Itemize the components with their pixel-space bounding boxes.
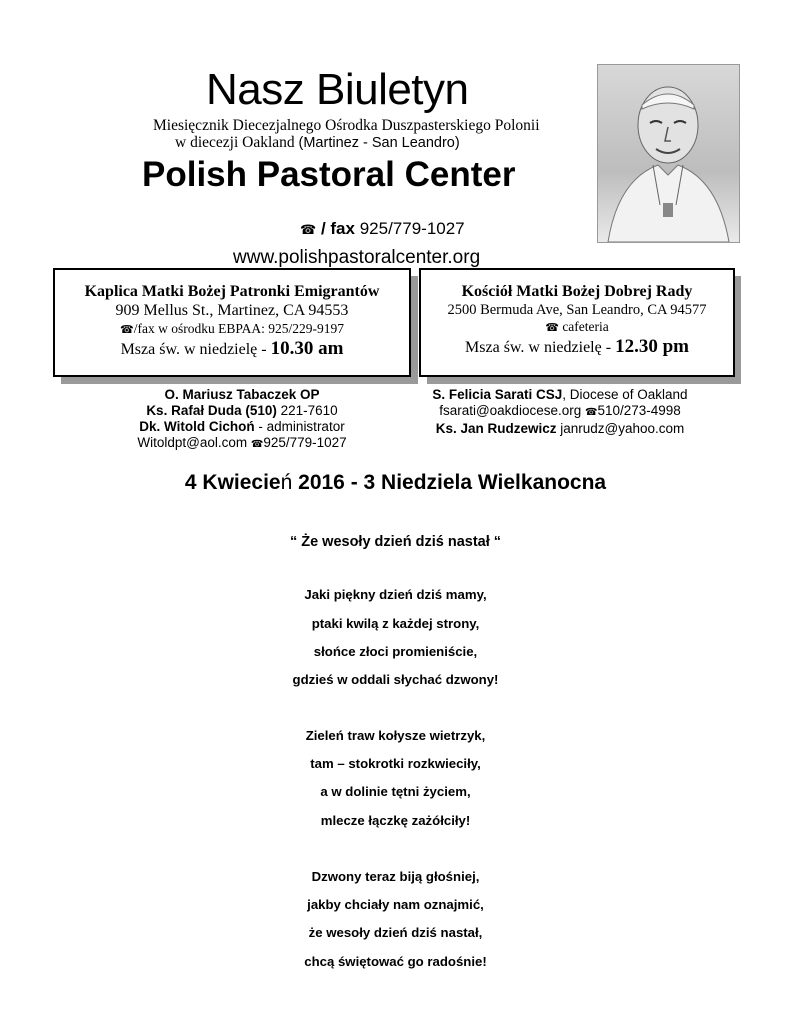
left-parish-phone-text: /fax w ośrodku EBPAA: 925/229-9197 bbox=[133, 320, 344, 336]
pope-portrait-image bbox=[597, 64, 740, 243]
clergy-left-line4 bbox=[112, 435, 372, 453]
left-parish-box bbox=[53, 268, 411, 377]
phone-icon: ☎ bbox=[545, 321, 559, 334]
clergy-left-line3 bbox=[112, 419, 372, 435]
right-parish-phone bbox=[421, 319, 733, 335]
clergy-right-line1-rest: , Diocese of Oakland bbox=[562, 387, 688, 402]
right-parish-box bbox=[419, 268, 735, 377]
clergy-left-line2 bbox=[112, 403, 372, 419]
clergy-right-line2 bbox=[410, 403, 710, 421]
phone-icon: ☎ bbox=[584, 407, 598, 418]
poem-title: “ Że wesoły dzień dziś nastał “ bbox=[289, 534, 502, 550]
right-parish-mass bbox=[421, 336, 733, 358]
bulletin-subtitle-line2 bbox=[175, 135, 460, 151]
right-mass-prefix: Msza św. w niedzielę - bbox=[465, 338, 616, 356]
clergy-left bbox=[112, 387, 372, 453]
subtitle-line2-location: (Martinez - San Leandro) bbox=[298, 135, 460, 151]
poem-line: Dzwony teraz biją głośniej, bbox=[311, 869, 480, 884]
clergy-left-line1: O. Mariusz Tabaczek OP bbox=[164, 387, 320, 402]
left-parish-phone bbox=[55, 321, 409, 337]
left-parish-address: 909 Mellus St., Martinez, CA 94553 bbox=[115, 301, 349, 319]
clergy-right-line1-name: S. Felicia Sarati CSJ bbox=[432, 387, 563, 402]
date-heading bbox=[0, 471, 791, 495]
poem-line: Jaki piękny dzień dziś mamy, bbox=[304, 587, 487, 602]
bulletin-subtitle-line1: Miesięcznik Diecezjalnego Ośrodka Duszpasterskiego Polonii bbox=[153, 117, 540, 134]
right-mass-time: 12.30 pm bbox=[615, 335, 689, 357]
date-part2: ń bbox=[280, 471, 293, 494]
right-parish-phone-text: cafeteria bbox=[562, 318, 609, 334]
poem-line: gdzieś w oddali słychać dzwony! bbox=[292, 672, 499, 687]
phone-icon: ☎ bbox=[300, 222, 317, 237]
left-mass-time: 10.30 am bbox=[270, 337, 344, 359]
bulletin-title: Nasz Biuletyn bbox=[206, 65, 469, 114]
clergy-right-line3 bbox=[410, 421, 710, 437]
poem-line: a w dolinie tętni życiem, bbox=[320, 784, 471, 799]
clergy-right-line3-name: Ks. Jan Rudzewicz bbox=[435, 421, 557, 436]
clergy-right bbox=[410, 387, 710, 437]
poem-line: że wesoły dzień dziś nastał, bbox=[308, 925, 483, 940]
clergy-left-line3-rest: - administrator bbox=[254, 419, 345, 434]
right-parish-title: Kościół Matki Bożej Dobrej Rady bbox=[461, 283, 693, 300]
left-parish-mass bbox=[55, 338, 409, 360]
website-link[interactable]: www.polishpastoralcenter.org bbox=[233, 247, 481, 268]
clergy-left-email[interactable]: Witoldpt@aol.com bbox=[137, 435, 251, 450]
center-name: Polish Pastoral Center bbox=[142, 155, 516, 194]
clergy-right-phone: 510/273-4998 bbox=[597, 403, 681, 418]
poem-line: mlecze łączkę zażółciły! bbox=[320, 813, 471, 828]
poem-line: tam – stokrotki rozkwieciły, bbox=[310, 756, 481, 771]
date-part3: 2016 - 3 Niedziela Wielkanocna bbox=[292, 471, 607, 494]
subtitle-line2-prefix: w diecezji Oakland bbox=[175, 134, 299, 151]
poem-line: chcą świętować go radośnie! bbox=[304, 954, 487, 969]
clergy-left-line2-rest: 221-7610 bbox=[276, 403, 338, 418]
left-mass-prefix: Msza św. w niedzielę - bbox=[120, 340, 271, 358]
right-parish-address: 2500 Bermuda Ave, San Leandro, CA 94577 bbox=[447, 301, 707, 318]
date-part1: 4 Kwiecie bbox=[184, 471, 281, 494]
clergy-right-line1 bbox=[410, 387, 710, 403]
poem-line: ptaki kwilą z każdej strony, bbox=[311, 616, 480, 631]
clergy-left-phone: 925/779-1027 bbox=[263, 435, 347, 450]
clergy-right-line3-rest: janrudz@yahoo.com bbox=[556, 421, 685, 436]
poem-line: jakby chciały nam oznajmić, bbox=[307, 897, 484, 912]
poem-line: Zieleń traw kołysze wietrzyk, bbox=[305, 728, 486, 743]
phone-icon: ☎ bbox=[120, 323, 134, 336]
center-phone bbox=[300, 220, 465, 237]
clergy-left-line3-name: Dk. Witold Cichoń bbox=[139, 419, 255, 434]
clergy-right-email[interactable]: fsarati@oakdiocese.org bbox=[439, 403, 585, 418]
phone-fax-label: / fax bbox=[320, 219, 355, 238]
phone-icon: ☎ bbox=[250, 439, 264, 450]
left-parish-title: Kaplica Matki Bożej Patronki Emigrantów bbox=[84, 283, 380, 300]
poem-line: słońce złoci promieniście, bbox=[313, 644, 478, 659]
clergy-left-line2-name: Ks. Rafał Duda (510) bbox=[146, 403, 277, 418]
phone-number: 925/779-1027 bbox=[359, 219, 465, 238]
